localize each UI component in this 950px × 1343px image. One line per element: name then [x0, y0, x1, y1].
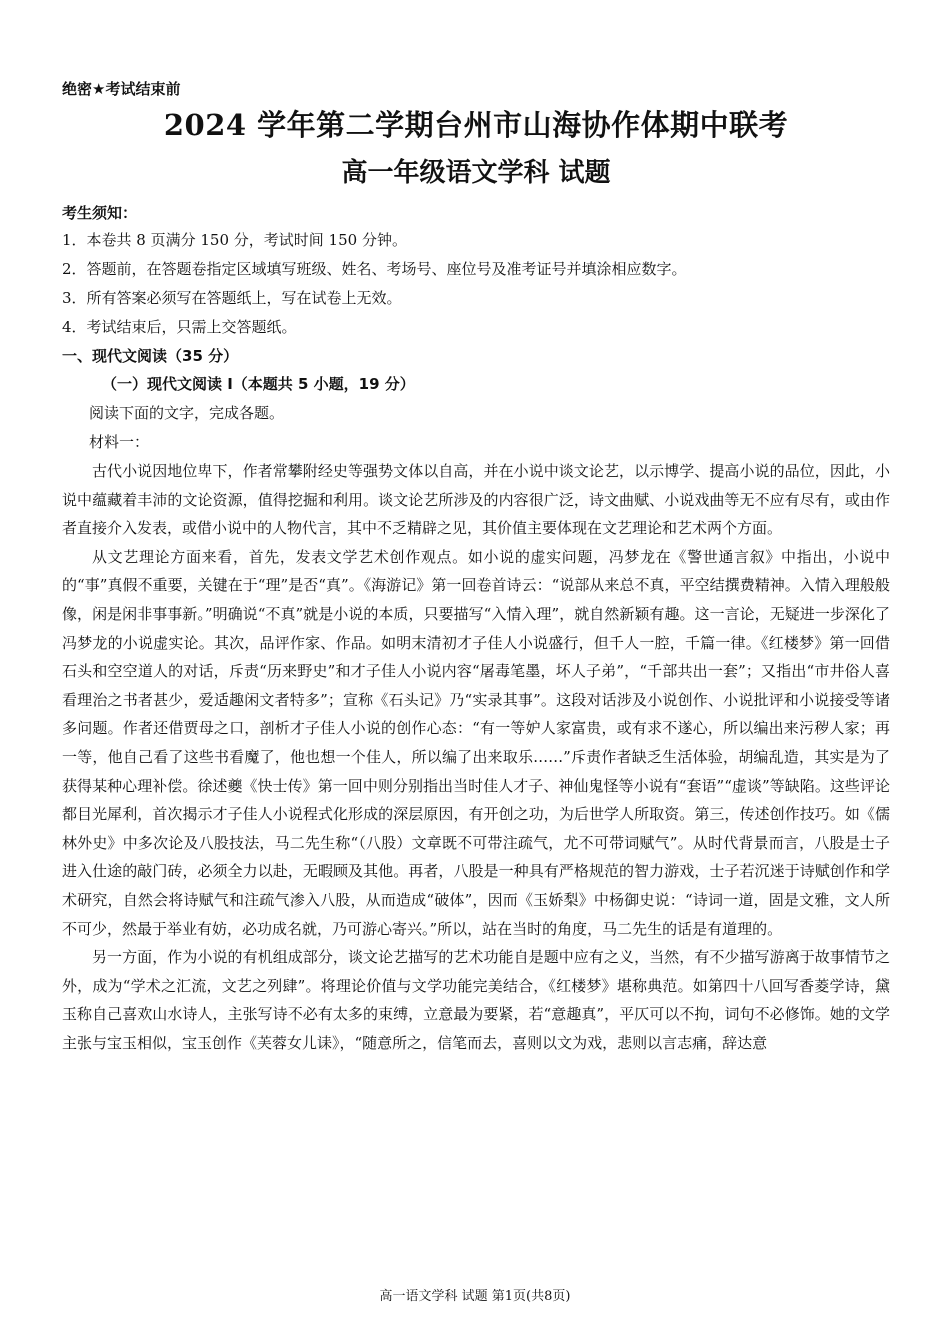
- paragraph-3: 另一方面，作为小说的有机组成部分，谈文论艺描写的艺术功能自是题中应有之义，当然，有不少描写游离于故事情节之外，成为“学术之汇流，文艺之列肆”。将理论价值与文学功能完美结合，《红楼梦》堪称典范。如第四十八回写香菱学诗，黛玉称自己喜欢山水诗人，主张写诗不必有太多的束缚，立意最为要紧，若“意趣真”，平仄可以不拘，词句不必修饰。她的文学主张与宝玉相似，宝玉创作《芙蓉女儿诔》，“随意所之，信笔而去，喜则以文为戏，悲则以言志痛，辞达意: [62, 948, 890, 1052]
- exam-subtitle: 高一年级语文学科 试题: [341, 158, 611, 188]
- page-footer: 高一语文学科 试题 第1页(共8页): [379, 1289, 571, 1304]
- subsection-heading: （一）现代文阅读 I（本题共 5 小题，19 分）: [102, 375, 415, 393]
- secret-label: 绝密★考试结束前: [62, 80, 181, 98]
- section-heading: 一、现代文阅读（35 分）: [62, 347, 239, 365]
- notice-heading: 考生须知：: [62, 204, 138, 222]
- exam-page: [62, 76, 890, 1057]
- paragraph-1: 古代小说因地位卑下，作者常攀附经史等强势文体以自高，并在小说中谈文论艺，以示博学、提高小说的品位，因此，小说中蕴藏着丰沛的文论资源，值得挖掘和利用。谈文论艺所涉及的内容很广泛，诗文曲赋、小说戏曲等无不应有尽有，或由作者直接介入发表，或借小说中的人物代言，其中不乏精辟之见，其价值主要体现在文艺理论和艺术两个方面。: [62, 462, 890, 538]
- notice-item-2: 2．答题前，在答题卷指定区域填写班级、姓名、考场号、座位号及准考证号并填涂相应数字。: [62, 260, 687, 278]
- notice-item-3: 3．所有答案必须写在答题纸上，写在试卷上无效。: [62, 289, 402, 307]
- notice-item-4: 4．考试结束后，只需上交答题纸。: [62, 318, 297, 336]
- exam-title: 2024 学年第二学期台州市山海协作体期中联考: [163, 108, 789, 142]
- reading-instruction: 阅读下面的文字，完成各题。: [89, 404, 285, 422]
- material-label: 材料一：: [89, 433, 150, 451]
- notice-item-1: 1．本卷共 8 页满分 150 分，考试时间 150 分钟。: [62, 231, 407, 249]
- paragraph-2: 从文艺理论方面来看，首先，发表文学艺术创作观点。如小说的虚实问题，冯梦龙在《警世通言叙》中指出，小说中的“事”真假不重要，关键在于“理”是否“真”。《海游记》第一回卷首诗云：“说部从来总不真，平空结撰费精神。入情入理般般像，闲是闲非事事新。”明确说“不真”就是小说的本质，只要描写“入情入理”，就自然新颖有趣。这一言论，无疑进一步深化了冯梦龙的小说虚实论。其次，品评作家、作品。如明末清初才子佳人小说盛行，但千人一腔，千篇一律。《红楼梦》第一回借石头和空空道人的对话，斥责“历来野史”和才子佳人小说内容“屠毒笔墨，坏人子弟”，“千部共出一套”；又指出“市井俗人喜看理治之书者甚少，爱适趣闲文者特多”；宣称《石头记》乃“实录其事”。这段对话涉及小说创作、小说批评和小说接受等诸多问题。作者还借贾母之口，剖析才子佳人小说的创作心态：“有一等妒人家富贵，或有求不遂心，所以编出来污秽人家；再一等，他自己看了这些书看魔了，他也想一个佳人，所以编了出来取乐……”斥责作者缺乏生活体验，胡编乱造，其实是为了获得某种心理补偿。徐述夔《快士传》第一回中则分别指出当时佳人才子、神仙鬼怪等小说有“套语”“虚谈”等缺陷。这些评论都目光犀利，首次揭示才子佳人小说程式化形成的深层原因，有开创之功，为后世学人所取资。第三，传述创作技巧。如《儒林外史》中多次论及八股技法，马二先生称“（八股）文章既不可带注疏气，尤不可带词赋气”。从时代背景而言，八股是士子进入仕途的敲门砖，必须全力以赴，无暇顾及其他。再者，八股是一种具有严格规范的智力游戏，士子若沉迷于诗赋创作和学术研究，自然会将诗赋气和注疏气渗入八股，从而造成“破体”，因而《玉娇梨》中杨御史说：“诗词一道，固是文雅，文人所不可少，然最于举业有妨，必功成名就，乃可游心寄兴。”所以，站在当时的角度，马二先生的话是有道理的。: [62, 547, 890, 938]
